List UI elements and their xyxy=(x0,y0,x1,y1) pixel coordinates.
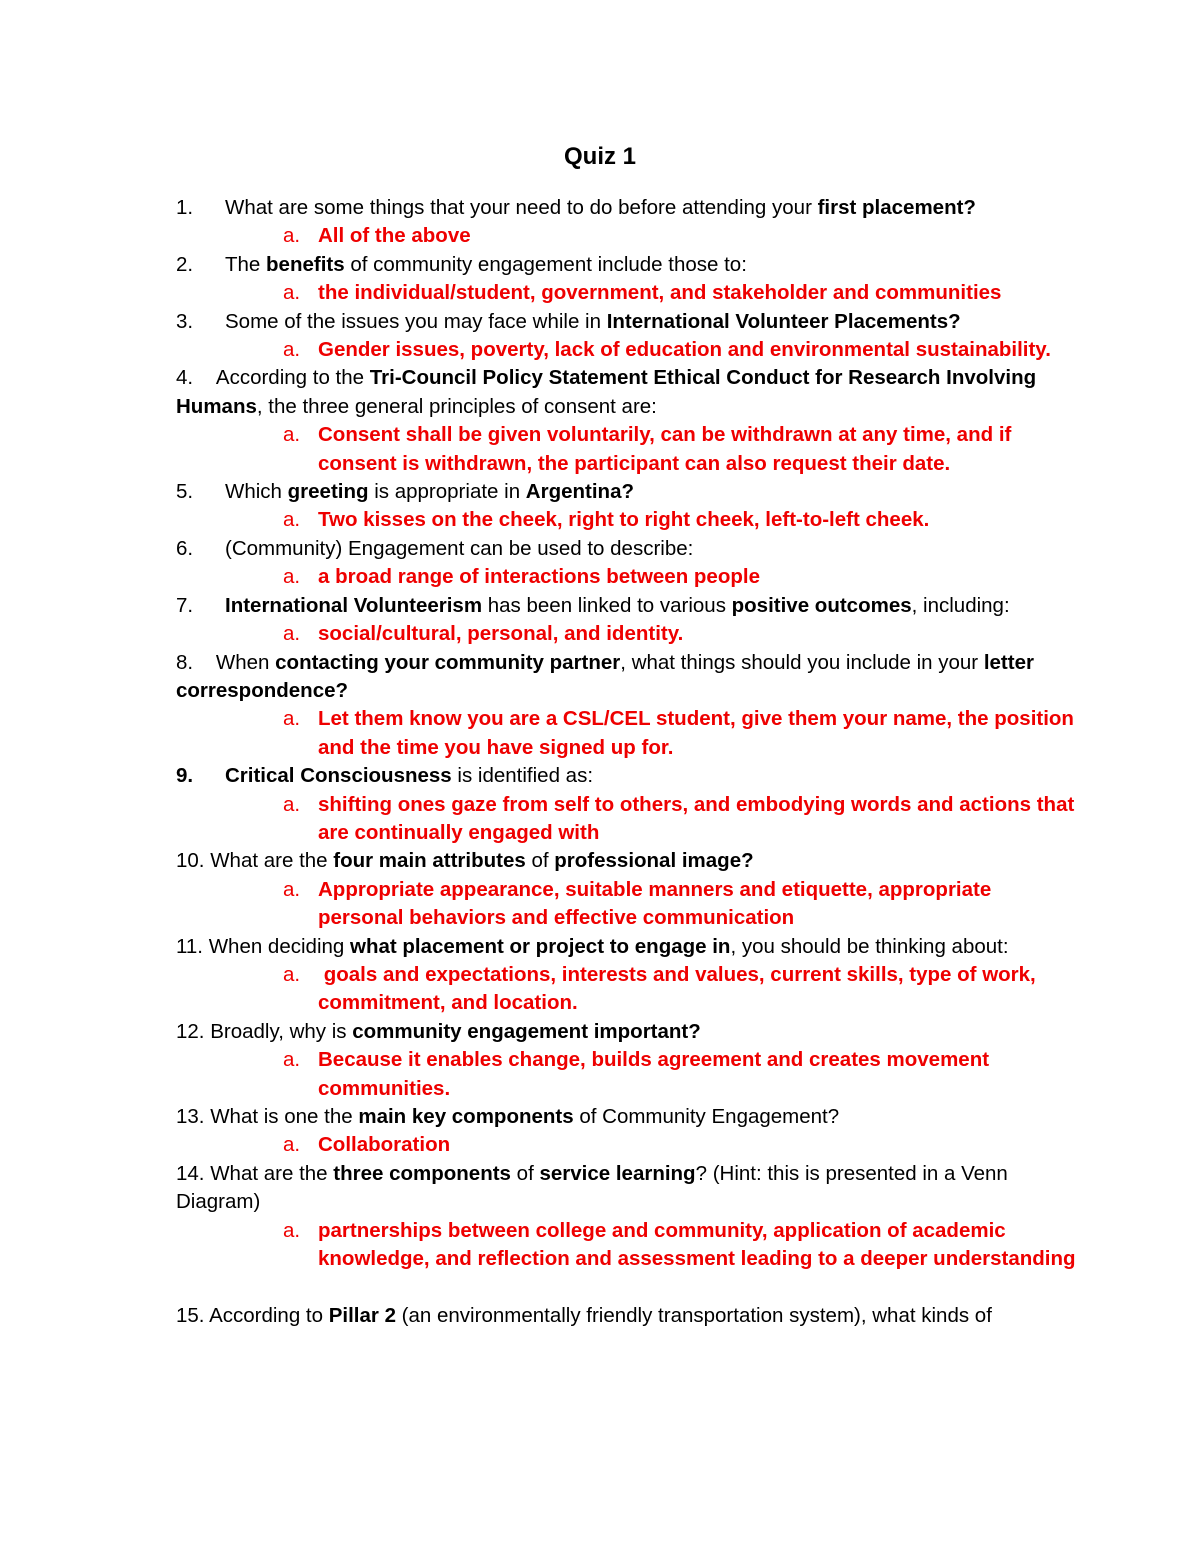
question-number: 8. xyxy=(176,650,194,674)
answer-text: shifting ones gaze from self to others, and embodying words and actions that are continually engaged with xyxy=(318,792,1075,844)
question-text: What are the three components of service learning? (Hint: this is presented in a Venn Diagram) xyxy=(176,1161,1008,1214)
answer-letter: a. xyxy=(283,338,301,362)
question-3 xyxy=(176,308,1076,336)
question-number: 1. xyxy=(176,196,194,219)
answer-letter: a. xyxy=(283,224,301,248)
question-text: According to Pillar 2 (an environmentally friendly transportation system), what kinds of xyxy=(209,1303,992,1327)
question-number: 7. xyxy=(176,593,194,617)
answer-12 xyxy=(176,1046,1076,1103)
question-1 xyxy=(176,194,1076,222)
answer-text: Collaboration xyxy=(318,1133,451,1157)
question-4 xyxy=(176,364,1076,421)
question-number: 2. xyxy=(176,252,194,276)
answer-text: goals and expectations, interests and values, current skills, type of work, commitment, and location. xyxy=(318,962,1042,1015)
answer-13 xyxy=(176,1131,1076,1159)
answer-letter: a. xyxy=(283,565,301,589)
question-13 xyxy=(176,1103,1076,1131)
answer-letter: a. xyxy=(283,508,301,532)
question-5 xyxy=(176,478,1076,506)
question-text: According to the Tri-Council Policy Statement Ethical Conduct for Research Involving Humans, the three general principles of consent are: xyxy=(176,366,1037,418)
question-number: 14. xyxy=(176,1161,205,1185)
question-number: 4. xyxy=(176,366,194,390)
answer-letter: a. xyxy=(283,1048,301,1072)
answer-text: social/cultural, personal, and identity. xyxy=(318,622,684,646)
answer-2 xyxy=(176,279,1076,307)
answer-text: Two kisses on the cheek, right to right cheek, left-to-left cheek. xyxy=(318,508,930,532)
question-text: What are the four main attributes of professional image? xyxy=(210,849,754,873)
question-15 xyxy=(176,1302,1076,1330)
question-number: 9. xyxy=(176,764,194,788)
answer-text: partnerships between college and community, application of academic knowledge, and reflection and assessment leading to a deeper understanding xyxy=(318,1218,1076,1271)
question-number: 13. xyxy=(176,1105,205,1128)
answer-text: Because it enables change, builds agreement and creates movement communities. xyxy=(318,1048,990,1100)
question-text: Some of the issues you may face while in International Volunteer Placements? xyxy=(225,309,961,333)
answer-text: Gender issues, poverty, lack of education and environmental sustainability. xyxy=(318,338,1051,362)
question-8 xyxy=(176,649,1076,706)
question-2 xyxy=(176,251,1076,279)
question-7 xyxy=(176,592,1076,620)
question-text: International Volunteerism has been linked to various positive outcomes, including: xyxy=(225,593,1010,617)
answer-9 xyxy=(176,791,1076,848)
answer-letter: a. xyxy=(283,423,301,447)
answer-11 xyxy=(176,961,1076,1018)
question-12 xyxy=(176,1018,1076,1046)
answer-4 xyxy=(176,421,1076,478)
answer-5 xyxy=(176,506,1076,534)
answer-10 xyxy=(176,876,1076,933)
question-number: 15. xyxy=(176,1303,205,1327)
quiz-content xyxy=(176,194,1076,1330)
answer-letter: a. xyxy=(283,1133,301,1157)
answer-1 xyxy=(176,222,1076,250)
answer-text: Let them know you are a CSL/CEL student, give them your name, the position and the time you have signed up for. xyxy=(318,707,1074,759)
blank-line xyxy=(176,1273,1076,1301)
answer-text: Appropriate appearance, suitable manners and etiquette, appropriate personal behaviors and effective communication xyxy=(318,877,992,930)
answer-letter: a. xyxy=(283,707,301,731)
answer-text: a broad range of interactions between people xyxy=(318,565,760,589)
question-text: When deciding what placement or project to engage in, you should be thinking about: xyxy=(208,934,1009,958)
question-number: 12. xyxy=(176,1019,205,1043)
question-text: Critical Consciousness is identified as: xyxy=(225,764,594,788)
answer-7 xyxy=(176,620,1076,648)
answer-letter: a. xyxy=(283,281,301,305)
answer-14 xyxy=(176,1217,1076,1274)
answer-letter: a. xyxy=(283,622,301,646)
question-number: 11. xyxy=(176,934,203,958)
question-number: 3. xyxy=(176,309,194,333)
answer-text: the individual/student, government, and stakeholder and communities xyxy=(318,281,1002,305)
answer-3 xyxy=(176,336,1076,364)
answer-letter: a. xyxy=(283,1218,301,1242)
question-text: The benefits of community engagement include those to: xyxy=(225,252,747,276)
page-title: Quiz 1 xyxy=(563,143,636,170)
answer-6 xyxy=(176,563,1076,591)
question-number: 6. xyxy=(176,536,194,560)
question-number: 5. xyxy=(176,480,194,504)
question-6 xyxy=(176,535,1076,563)
question-11 xyxy=(176,933,1076,961)
question-9 xyxy=(176,762,1076,790)
answer-letter: a. xyxy=(283,877,301,901)
answer-text: All of the above xyxy=(318,224,471,248)
question-text: Broadly, why is community engagement important? xyxy=(210,1019,701,1043)
answer-letter: a. xyxy=(283,962,301,986)
question-text: When contacting your community partner, what things should you include in your letter correspondence? xyxy=(176,650,1034,702)
question-text: What are some things that your need to do before attending your first placement? xyxy=(225,196,976,219)
question-10 xyxy=(176,847,1076,875)
question-text: Which greeting is appropriate in Argentina? xyxy=(225,480,634,504)
question-number: 10. xyxy=(176,849,205,873)
question-text: (Community) Engagement can be used to describe: xyxy=(225,536,694,560)
question-14 xyxy=(176,1160,1076,1217)
question-text: What is one the main key components of Community Engagement? xyxy=(210,1105,840,1128)
answer-8 xyxy=(176,705,1076,762)
answer-text: Consent shall be given voluntarily, can be withdrawn at any time, and if consent is withdrawn, the participant can also request their date. xyxy=(318,423,1012,475)
answer-letter: a. xyxy=(283,792,301,816)
